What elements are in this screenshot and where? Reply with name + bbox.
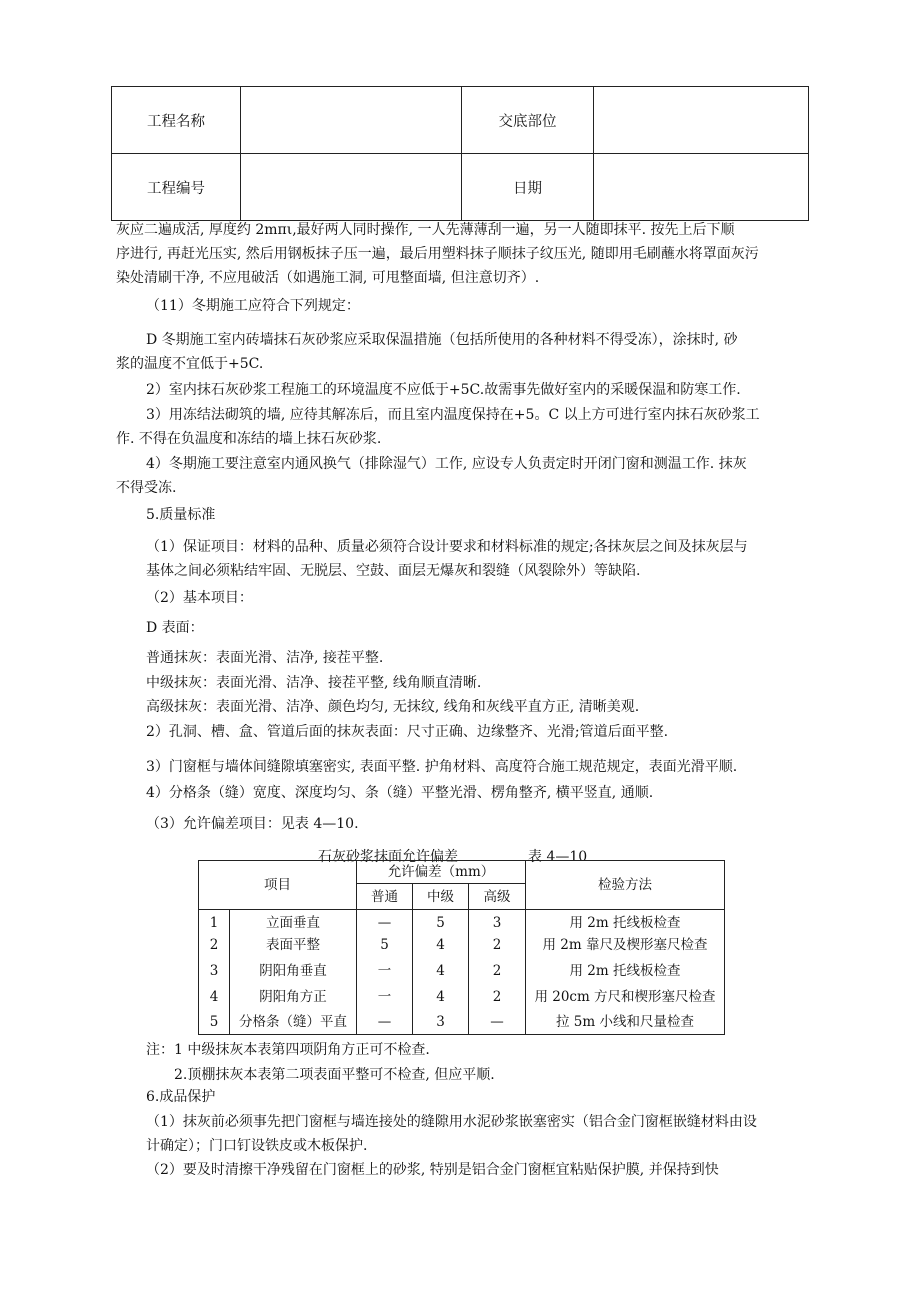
col-mid-header: 中级 [413, 884, 469, 910]
row-ord: 5 [357, 932, 413, 958]
paragraph-line: 序进行, 再赶光压实, 然后用钢板抹子压一遍，最后用塑料抹子顺抹子纹压光, 随即用毛刷蘸水将罩面灰污 [116, 246, 759, 262]
table-row [199, 1010, 725, 1034]
deviation-table [198, 860, 725, 1035]
row-no: 4 [199, 984, 230, 1010]
row-name: 表面平整 [230, 932, 357, 958]
paragraph-line: D 表面： [146, 620, 204, 636]
paragraph-line: （3）允许偏差项目：见表 4—10. [146, 816, 359, 832]
row-high: 2 [469, 984, 526, 1010]
table-note: 注：1 中级抹灰本表第四项阴角方正可不检查. [146, 1042, 430, 1058]
col-high-header: 高级 [469, 884, 526, 910]
location-label: 交底部位 [462, 87, 594, 154]
paragraph-line: 2）室内抹石灰砂浆工程施工的环境温度不应低于+5C.故需事先做好室内的采暖保温和防寒工作. [146, 382, 741, 398]
paragraph-line: （1）保证项目：材料的品种、质量必须符合设计要求和材料标准的规定;各抹灰层之间及抹灰层与 [146, 539, 748, 555]
row-no: 1 [199, 910, 230, 933]
table-note: 2.顶棚抹灰本表第二项表面平整可不检查, 但应平顺. [174, 1067, 495, 1083]
paragraph-line: （2）要及时清擦干净残留在门窗框上的砂浆, 特别是铝合金门窗框宜粘贴保护膜, 并保持到快 [146, 1162, 719, 1178]
table-row [199, 932, 725, 958]
project-no-label: 工程编号 [112, 154, 241, 221]
row-method: 用 20cm 方尺和楔形塞尺检查 [526, 984, 725, 1010]
paragraph-line: 计确定）；门口钉设铁皮或木板保护. [146, 1138, 368, 1154]
date-label: 日期 [462, 154, 594, 221]
row-ord: 一 [357, 984, 413, 1010]
row-mid: 5 [413, 910, 469, 933]
paragraph-line: （1）抹灰前必须事先把门窗框与墙连接处的缝隙用水泥砂浆嵌塞密实（铝合金门窗框嵌缝材料由设 [146, 1114, 757, 1130]
paragraph-line: D 冬期施工室内砖墙抹石灰砂浆应采取保温措施（包括所使用的各种材料不得受冻），涂抹时, 砂 [146, 332, 738, 348]
paragraph-line: 基体之间必须粘结牢固、无脱层、空鼓、面层无爆灰和裂缝（风裂除外）等缺陷. [146, 563, 641, 579]
row-mid: 4 [413, 958, 469, 984]
date-value [594, 154, 809, 221]
row-high: 2 [469, 932, 526, 958]
row-no: 3 [199, 958, 230, 984]
row-high: 2 [469, 958, 526, 984]
paragraph-line: 2）孔洞、槽、盒、管道后面的抹灰表面：尺寸正确、边缘整齐、光滑;管道后面平整. [146, 724, 669, 740]
location-value [594, 87, 809, 154]
table-number: 表 4—10 [528, 849, 588, 865]
section-heading: 5.质量标准 [146, 507, 216, 523]
col-dev-header: 允许偏差（mm） [357, 861, 526, 884]
paragraph-line: 浆的温度不宜低于+5C. [116, 356, 264, 372]
section-heading: 6.成品保护 [146, 1089, 216, 1105]
row-method: 用 2m 托线板检查 [526, 958, 725, 984]
row-method: 用 2m 靠尺及楔形塞尺检查 [526, 932, 725, 958]
paragraph-line: （2）基本项目： [146, 590, 253, 606]
row-no: 2 [199, 932, 230, 958]
table-row [199, 958, 725, 984]
row-name: 分格条（缝）平直 [230, 1010, 357, 1034]
paragraph-line: 染处清刷干净, 不应甩破活（如遇施工洞, 可甩整面墙, 但注意切齐）. [116, 270, 540, 286]
row-high: 3 [469, 910, 526, 933]
row-ord: — [357, 1010, 413, 1034]
paragraph-line: 4）冬期施工要注意室内通风换气（排除湿气）工作, 应设专人负责定时开闭门窗和测温工作. 抹灰 [146, 456, 747, 472]
row-high: — [469, 1010, 526, 1034]
row-name: 阴阳角方正 [230, 984, 357, 1010]
row-mid: 3 [413, 1010, 469, 1034]
table-title: 石灰砂浆抹面允许偏差 [318, 849, 458, 865]
table-header-row [199, 861, 725, 884]
header-row [112, 154, 809, 221]
paragraph-line: 3）用冻结法砌筑的墙, 应待其解冻后，而且室内温度保持在+5。C 以上方可进行室内抹石灰砂浆工 [146, 407, 760, 423]
col-item-header: 项目 [199, 861, 357, 910]
paragraph-line: 3）门窗框与墙体间缝隙填塞密实, 表面平整. 护角材料、高度符合施工规范规定，表面光滑平顺. [146, 759, 738, 775]
row-mid: 4 [413, 984, 469, 1010]
table-row [199, 910, 725, 933]
row-method: 拉 5m 小线和尺量检查 [526, 1010, 725, 1034]
header-row [112, 87, 809, 154]
project-name-label: 工程名称 [112, 87, 241, 154]
paragraph-line: 中级抹灰：表面光滑、洁净、接茬平整, 线角顺直清晰. [146, 675, 482, 691]
paragraph-line: 作. 不得在负温度和冻结的墙上抹石灰砂浆. [116, 431, 382, 447]
paragraph-line: 4）分格条（缝）宽度、深度均匀、条（缝）平整光滑、楞角整齐, 横平竖直, 通顺. [146, 785, 654, 801]
row-mid: 4 [413, 932, 469, 958]
paragraph-line: 不得受冻. [116, 480, 177, 496]
row-method: 用 2m 托线板检查 [526, 910, 725, 933]
row-name: 阴阳角垂直 [230, 958, 357, 984]
row-ord: 一 [357, 958, 413, 984]
table-row [199, 984, 725, 1010]
col-ord-header: 普通 [357, 884, 413, 910]
row-ord: — [357, 910, 413, 933]
paragraph-line: 普通抹灰：表面光滑、洁净, 接茬平整. [146, 650, 384, 666]
paragraph-line: （11）冬期施工应符合下列规定： [146, 298, 360, 314]
row-no: 5 [199, 1010, 230, 1034]
col-method-header: 检验方法 [526, 861, 725, 910]
project-name-value [241, 87, 462, 154]
row-name: 立面垂直 [230, 910, 357, 933]
header-form-table [111, 86, 809, 221]
project-no-value [241, 154, 462, 221]
paragraph-line: 灰应二遍成活, 厚度约 2mπι,最好两人同时操作, 一人先薄薄刮一遍，另一人随即抹平. 按先上后下顺 [116, 222, 735, 238]
paragraph-line: 高级抹灰：表面光滑、洁净、颜色均匀, 无抹纹, 线角和灰线平直方正, 清晰美观. [146, 699, 640, 715]
